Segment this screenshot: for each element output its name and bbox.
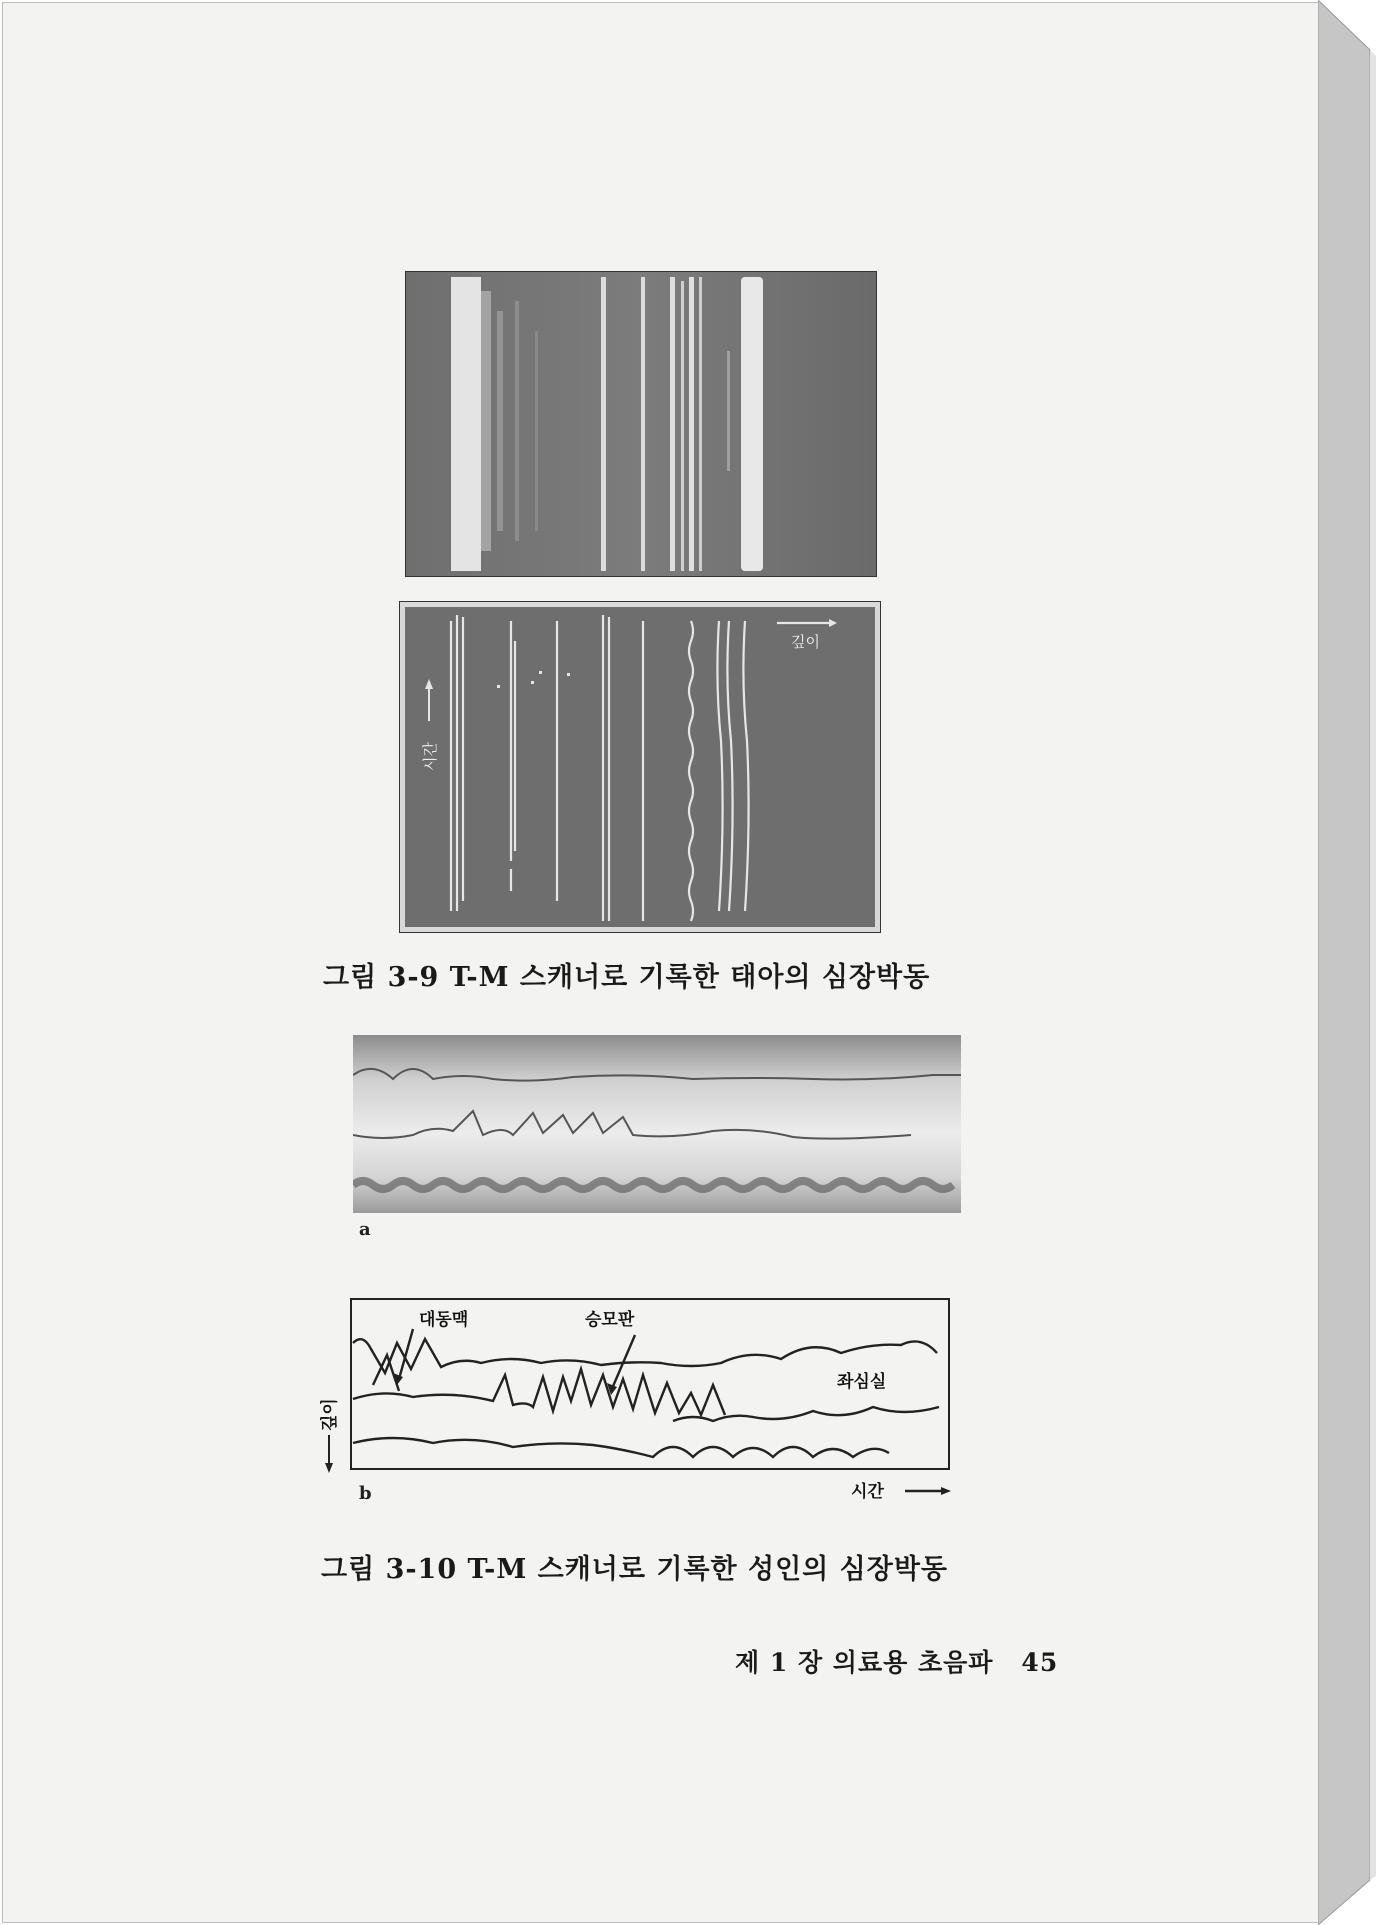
figure-3-10-caption: 그림 3-10 T-M 스캐너로 기록한 성인의 심장박동 xyxy=(321,1554,948,1585)
book-edge xyxy=(1318,0,1376,1925)
mitral-valve-label: 승모판 xyxy=(585,1310,635,1330)
depth-label-3-9: 깊이 xyxy=(791,633,820,651)
aorta-label: 대동맥 xyxy=(419,1310,469,1330)
left-ventricle-label: 좌심실 xyxy=(837,1372,887,1392)
page-number: 45 xyxy=(1021,1648,1059,1677)
fetal-heartbeat-photo-top xyxy=(405,271,877,577)
panel-a-label: a xyxy=(359,1219,371,1240)
page-footer xyxy=(735,1643,1058,1679)
time-label-3-9: 시간 xyxy=(421,742,439,771)
adult-heartbeat-diagram xyxy=(313,1295,961,1501)
adult-heartbeat-photo xyxy=(353,1035,961,1213)
chapter-title: 제 1 장 의료용 초음파 xyxy=(735,1648,994,1677)
figure-3-9-caption: 그림 3-9 T-M 스캐너로 기록한 태아의 심장박동 xyxy=(323,962,931,993)
depth-label-3-10: 깊이 xyxy=(320,1398,340,1431)
time-label-3-10: 시간 xyxy=(851,1482,884,1501)
panel-b-label: b xyxy=(359,1483,372,1504)
book-page xyxy=(2,2,1320,1923)
fetal-heartbeat-photo-bottom xyxy=(399,601,881,933)
